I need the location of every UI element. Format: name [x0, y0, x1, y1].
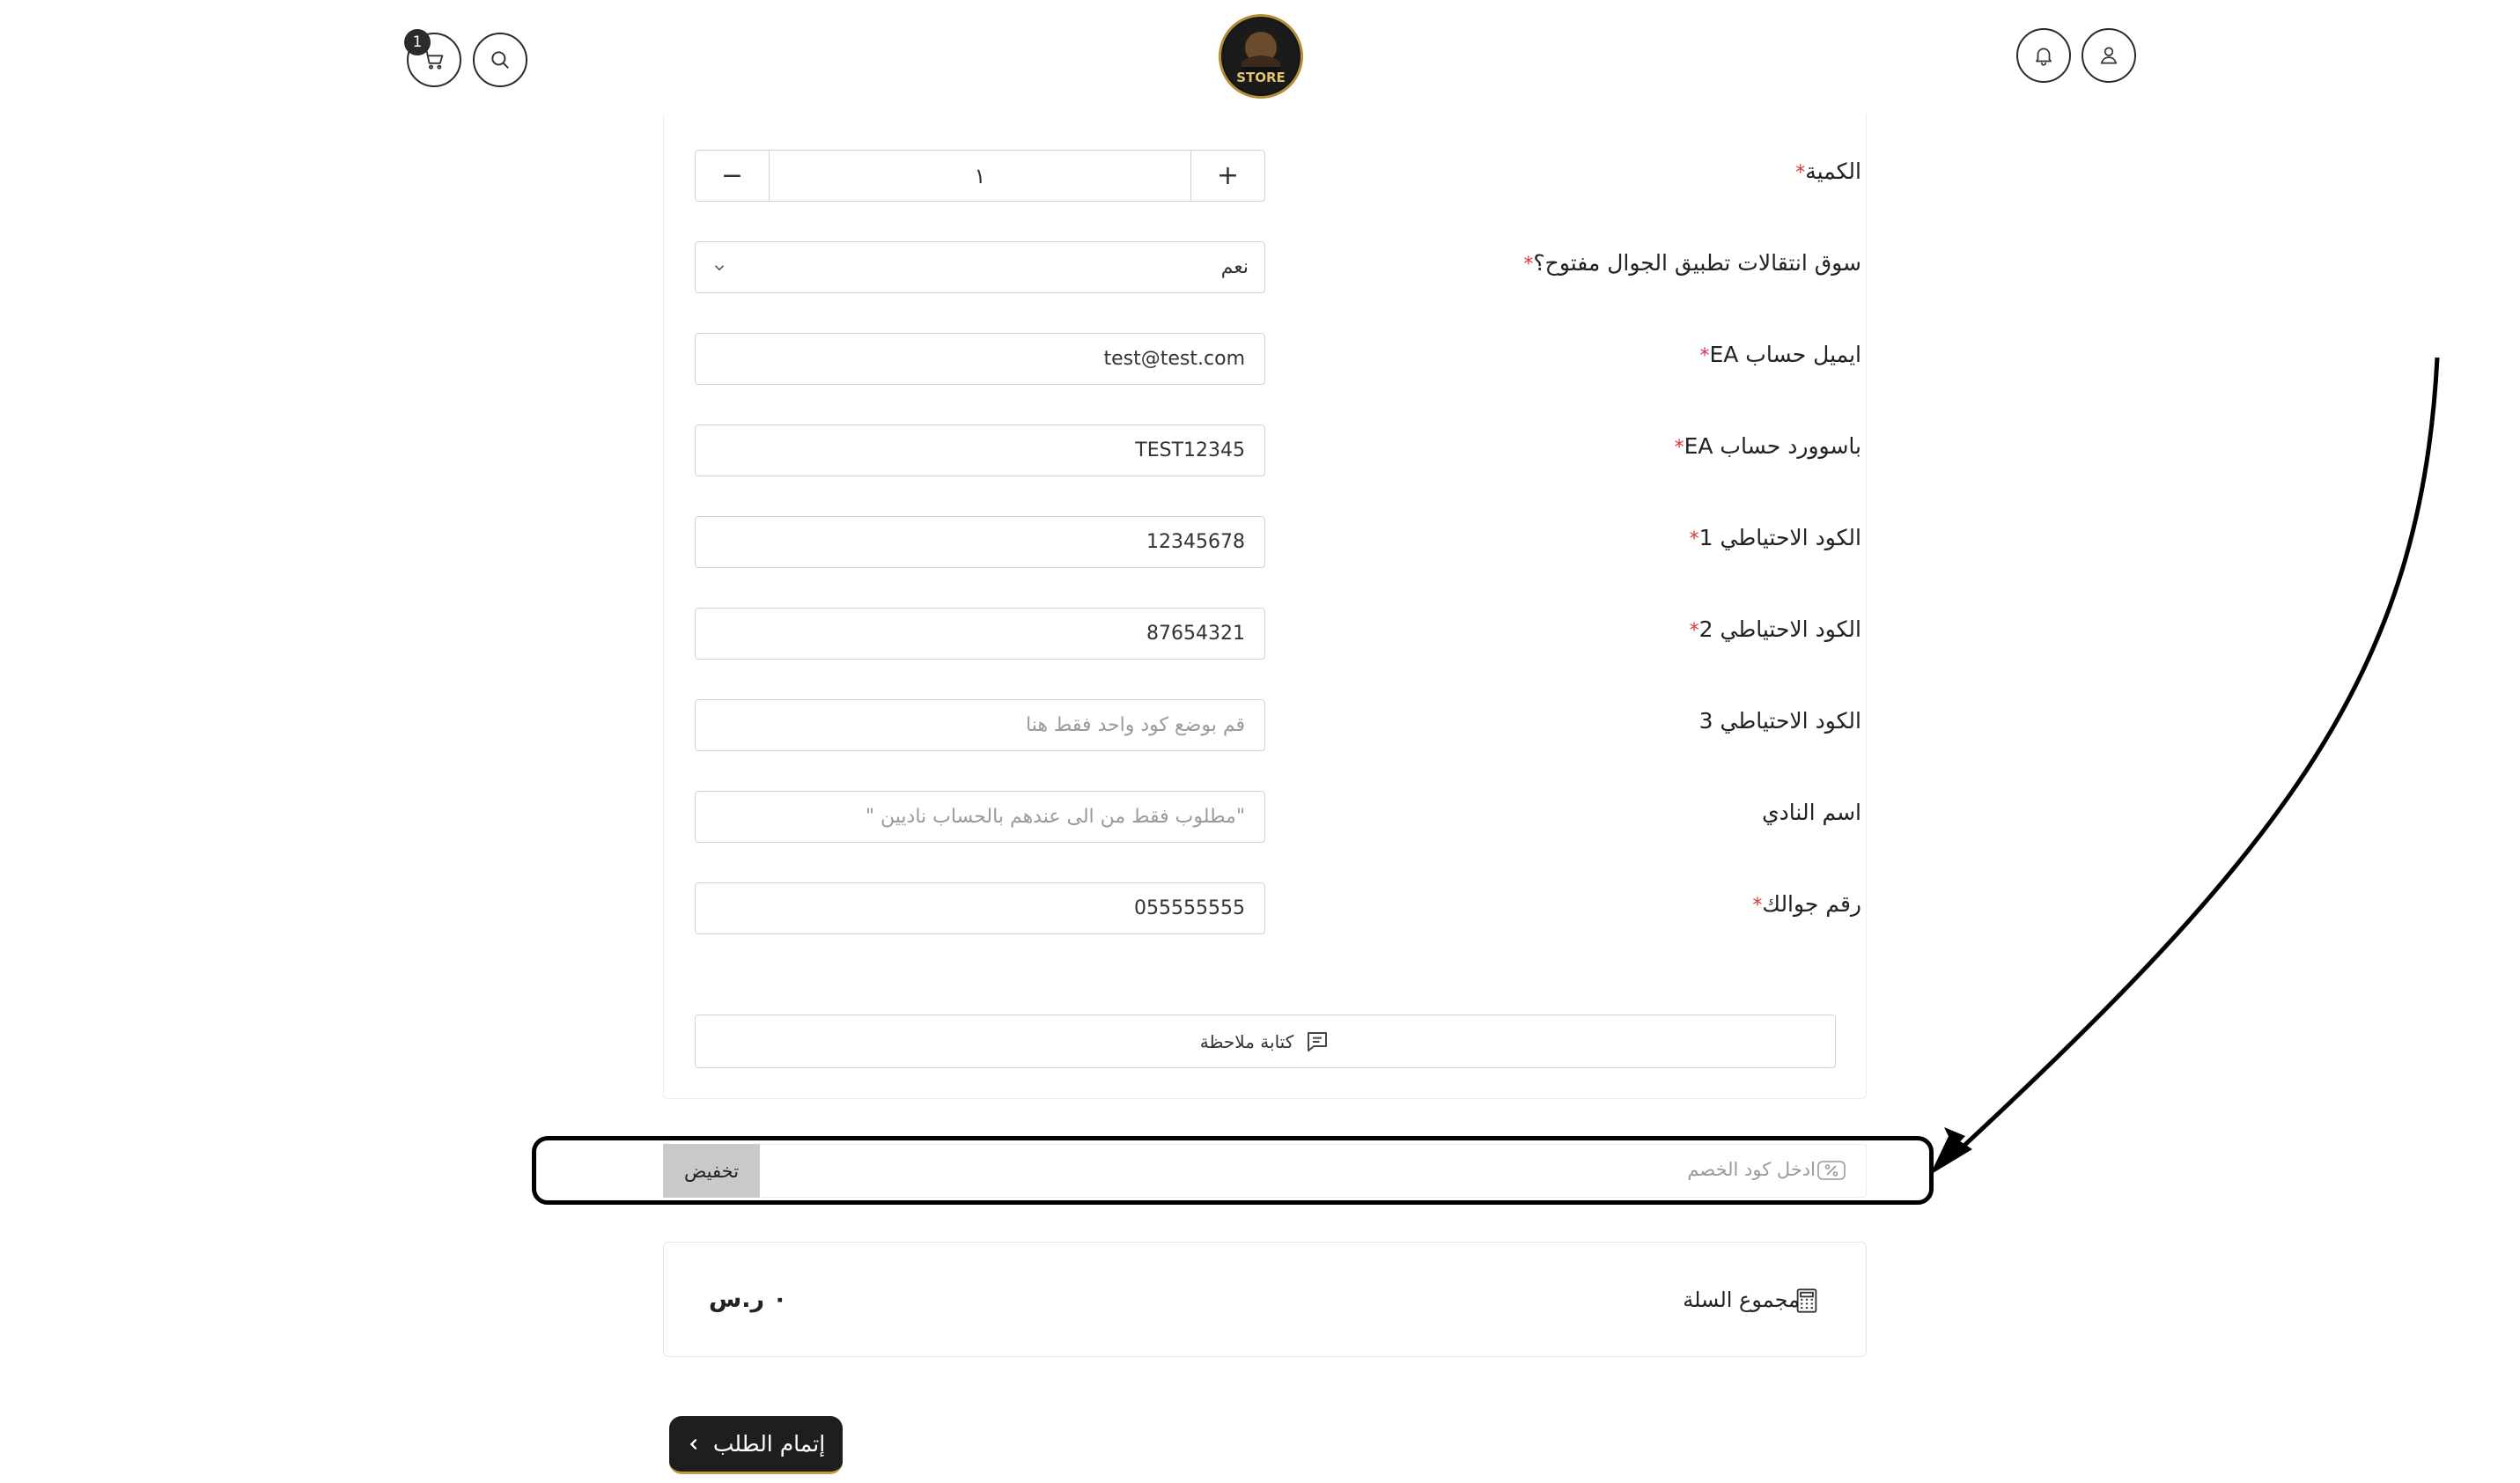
quantity-stepper[interactable]: [695, 150, 1265, 202]
ea-password-label-text: باسوورد حساب EA: [1684, 433, 1861, 459]
annotation-arrow: [1919, 352, 2448, 1180]
required-mark: *: [1752, 895, 1763, 917]
required-mark: *: [1795, 162, 1806, 184]
mobile-label-text: رقم جوالك: [1762, 891, 1861, 917]
backup-code-3-field[interactable]: قم بوضع كود واحد فقط هنا: [695, 699, 1265, 751]
bell-icon: [2032, 44, 2055, 67]
quantity-label-text: الكمية: [1805, 159, 1861, 184]
quantity-decrease-button[interactable]: −: [696, 151, 770, 201]
notifications-button[interactable]: [2016, 28, 2071, 83]
quantity-increase-button[interactable]: +: [1190, 151, 1264, 201]
backup-code-1-field[interactable]: 12345678: [695, 516, 1265, 568]
ea-password-field[interactable]: TEST12345: [695, 424, 1265, 476]
required-mark: *: [1689, 528, 1699, 550]
logo-text: STORE: [1236, 70, 1286, 85]
cart-total-value: ٠ ر.س: [709, 1286, 787, 1313]
ea-email-label-text: ايميل حساب EA: [1709, 342, 1861, 367]
chevron-left-icon: [687, 1437, 701, 1451]
user-icon: [2097, 44, 2120, 67]
quantity-label: [1790, 159, 1861, 184]
required-mark: *: [1689, 620, 1699, 642]
backup-code-1-label: [1684, 525, 1861, 550]
ea-email-field[interactable]: test@test.com: [695, 333, 1265, 385]
account-button[interactable]: [2082, 28, 2136, 83]
mobile-label: [1747, 891, 1861, 917]
backup-code-3-label: الكود الاحتياطي 3: [1698, 708, 1861, 734]
store-logo[interactable]: [1219, 14, 1303, 99]
club-name-field[interactable]: "مطلوب فقط من الى عندهم بالحساب ناديين ": [695, 791, 1265, 843]
market-open-value: نعم: [1220, 256, 1249, 278]
add-note-button[interactable]: [695, 1014, 1836, 1068]
backup-code-2-label: [1684, 616, 1861, 642]
checkout-button[interactable]: [669, 1416, 843, 1474]
add-note-label: كتابة ملاحظة: [1199, 1030, 1294, 1052]
club-name-label: اسم النادي: [1762, 800, 1861, 825]
cart-count-badge: 1: [404, 29, 431, 55]
mobile-field[interactable]: 055555555: [695, 882, 1265, 934]
required-mark: *: [1699, 345, 1710, 367]
backup-code-2-label-text: الكود الاحتياطي 2: [1698, 616, 1861, 642]
cart-total-label: مجموع السلة: [1683, 1287, 1800, 1312]
ea-password-label: [1669, 433, 1861, 459]
comment-icon: [1304, 1029, 1330, 1055]
search-icon: [489, 48, 512, 71]
required-mark: *: [1523, 254, 1534, 276]
backup-code-2-field[interactable]: 87654321: [695, 608, 1265, 660]
backup-code-1-label-text: الكود الاحتياطي 1: [1698, 525, 1861, 550]
quantity-value[interactable]: ١: [974, 163, 986, 188]
market-open-label: [1518, 250, 1861, 276]
search-button[interactable]: [473, 33, 527, 87]
chevron-down-icon: [711, 260, 727, 276]
market-open-label-text: سوق انتقالات تطبيق الجوال مفتوح؟: [1533, 250, 1861, 276]
required-mark: *: [1674, 437, 1684, 459]
ea-email-label: [1694, 342, 1861, 367]
coupon-highlight-outline: [532, 1136, 1934, 1205]
checkout-label: إتمام الطلب: [712, 1431, 826, 1457]
market-open-select[interactable]: [695, 241, 1265, 293]
coupon-input-placeholder[interactable]: ادخل كود الخصم: [1687, 1159, 1816, 1180]
apply-coupon-button[interactable]: تخفيض: [663, 1144, 760, 1198]
